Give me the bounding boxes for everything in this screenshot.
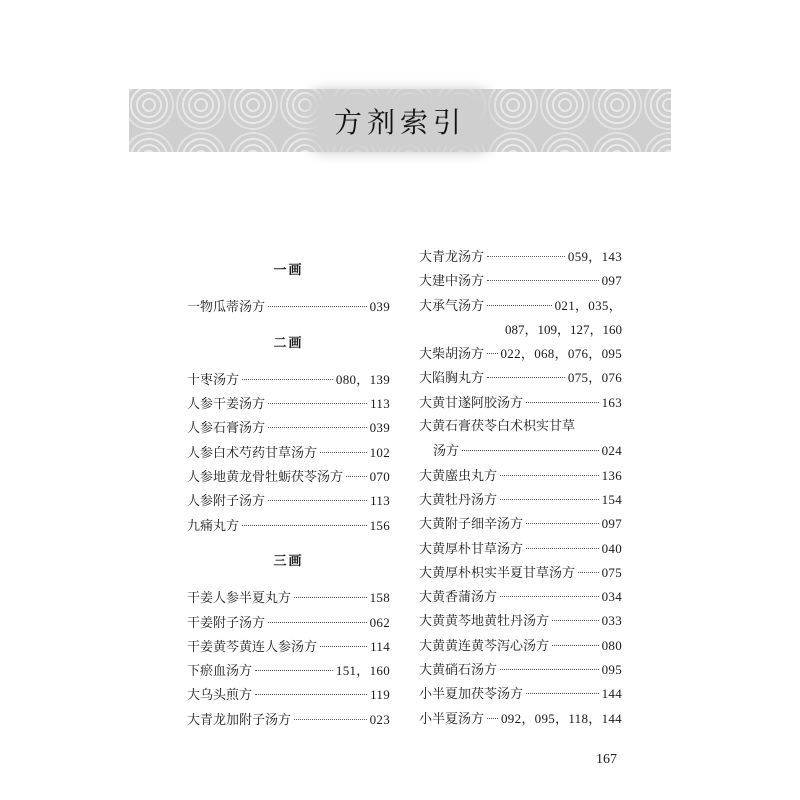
entry-pages: 059，143 <box>567 249 622 264</box>
entry-name: 九痛丸方 <box>187 518 240 534</box>
entry-pages-continuation: 087，109，127，160 <box>504 321 622 337</box>
index-entry <box>419 245 622 269</box>
index-entry <box>419 707 622 731</box>
entry-pages: 024 <box>601 443 622 459</box>
leader-dots <box>268 306 367 307</box>
leader-dots <box>294 719 367 720</box>
entry-pages: 113 <box>370 493 390 509</box>
entry-pages: 113 <box>370 396 390 412</box>
entry-pages: 021，035， <box>554 297 622 313</box>
page-title: 方剂索引 <box>320 99 480 143</box>
index-entry <box>187 708 390 732</box>
index-entry <box>419 537 622 561</box>
leader-dots <box>268 500 367 501</box>
entry-pages: 163 <box>601 394 622 410</box>
entry-pages: 144 <box>601 686 622 702</box>
leader-dots <box>500 669 599 670</box>
leader-dots <box>242 379 333 380</box>
index-entry <box>187 295 390 319</box>
entry-pages: 075 <box>601 564 622 580</box>
entry-name: 一物瓜蒂汤方 <box>187 300 266 316</box>
leader-dots <box>500 596 599 597</box>
leader-dots <box>320 646 367 647</box>
leader-dots <box>500 499 599 500</box>
entry-name: 大陷胸丸方 <box>419 371 485 387</box>
entry-pages: 097 <box>601 516 622 532</box>
entry-name: 干姜人参半夏丸方 <box>187 591 292 607</box>
leader-dots <box>268 403 367 404</box>
index-entry <box>187 683 390 707</box>
leader-dots <box>487 280 599 281</box>
index-entry <box>187 635 390 659</box>
index-column-left <box>187 259 390 732</box>
entry-name: 大柴胡汤方 <box>419 347 485 363</box>
entry-name: 大黄厚朴枳实半夏甘草汤方 <box>419 565 576 581</box>
entry-pages: 114 <box>370 638 390 654</box>
entry-pages: 070 <box>369 469 390 485</box>
entry-pages: 075，076 <box>567 370 622 386</box>
entry-name: 人参附子汤方 <box>187 494 266 510</box>
leader-dots <box>268 622 367 623</box>
entry-name: 干姜附子汤方 <box>187 615 266 631</box>
index-entry <box>419 488 622 512</box>
index-entry <box>419 682 622 706</box>
entry-pages: 022，068，076，095 <box>500 346 622 362</box>
entry-name: 大黄䗪虫丸方 <box>419 468 498 484</box>
index-entry <box>187 586 390 610</box>
leader-dots <box>526 523 599 524</box>
leader-dots <box>578 572 599 573</box>
entry-pages: 039 <box>369 420 390 436</box>
index-entry <box>419 415 622 439</box>
entry-name-continuation: 汤方 <box>433 444 460 460</box>
index-entry <box>419 342 622 366</box>
leader-dots <box>320 452 367 453</box>
entry-name: 大黄甘遂阿胶汤方 <box>419 395 524 411</box>
leader-dots <box>242 525 367 526</box>
leader-dots <box>487 256 565 257</box>
index-entry <box>419 391 622 415</box>
entry-name: 人参干姜汤方 <box>187 397 266 413</box>
index-entry-continuation <box>419 439 622 463</box>
index-entry <box>187 489 390 513</box>
index-entry <box>419 512 622 536</box>
index-entry <box>419 366 622 390</box>
entry-pages: 033 <box>601 613 622 629</box>
entry-pages: 158 <box>369 590 390 606</box>
index-entry <box>187 514 390 538</box>
leader-dots <box>487 353 497 354</box>
entry-pages: 023 <box>369 711 390 727</box>
entry-name: 人参白术芍药甘草汤方 <box>187 445 318 461</box>
section-heading: 一画 <box>273 263 304 278</box>
leader-dots <box>526 548 599 549</box>
entry-pages: 119 <box>370 687 390 703</box>
entry-name: 小半夏加茯苓汤方 <box>419 687 524 703</box>
entry-name: 大黄黄芩地黄牡丹汤方 <box>419 614 550 630</box>
index-entry <box>419 464 622 488</box>
leader-dots <box>526 402 599 403</box>
entry-pages: 040 <box>601 540 622 556</box>
index-entry <box>187 465 390 489</box>
index-entry <box>187 392 390 416</box>
leader-dots <box>487 305 552 306</box>
index-entry <box>419 294 622 318</box>
title-banner <box>129 89 671 152</box>
page-number: 167 <box>596 752 617 767</box>
section-heading: 三画 <box>273 553 304 569</box>
leader-dots <box>552 645 599 646</box>
entry-pages: 156 <box>369 517 390 533</box>
entry-name: 人参地黄龙骨牡蛎茯苓汤方 <box>187 470 344 486</box>
entry-name: 大黄牡丹汤方 <box>419 492 498 508</box>
entry-name: 大黄附子细辛汤方 <box>419 517 524 533</box>
index-entry <box>419 585 622 609</box>
entry-name: 下瘀血汤方 <box>187 664 253 680</box>
entry-name: 大承气汤方 <box>419 298 485 314</box>
entry-name: 大黄石膏茯苓白术枳实甘草 <box>419 419 576 435</box>
index-entry <box>419 561 622 585</box>
index-entry <box>419 658 622 682</box>
entry-name: 大建中汤方 <box>419 274 485 290</box>
entry-name: 小半夏汤方 <box>419 711 485 727</box>
leader-dots <box>462 450 599 451</box>
entry-name: 十枣汤方 <box>187 372 240 388</box>
entry-pages: 034 <box>601 589 622 605</box>
index-entry <box>187 659 390 683</box>
entry-pages: 097 <box>601 273 622 289</box>
leader-dots <box>526 693 599 694</box>
index-entry <box>187 368 390 392</box>
index-entry <box>187 611 390 635</box>
entry-name: 大黄硝石汤方 <box>419 663 498 679</box>
entry-name: 大黄厚朴甘草汤方 <box>419 541 524 557</box>
index-entry <box>187 416 390 440</box>
index-entry <box>419 269 622 293</box>
entry-name: 大黄香蒲汤方 <box>419 590 498 606</box>
index-entry <box>187 441 390 465</box>
leader-dots <box>500 475 599 476</box>
leader-dots <box>294 597 367 598</box>
entry-pages: 151，160 <box>335 663 390 679</box>
entry-name: 大黄黄连黄芩泻心汤方 <box>419 638 550 654</box>
entry-pages: 136 <box>601 467 622 483</box>
entry-pages: 154 <box>601 491 622 507</box>
entry-pages: 080，139 <box>335 371 390 387</box>
leader-dots <box>346 476 367 477</box>
entry-name: 干姜黄芩黄连人参汤方 <box>187 639 318 655</box>
entry-pages: 095 <box>601 662 622 678</box>
section-heading: 二画 <box>273 335 304 351</box>
index-entry <box>419 634 622 658</box>
entry-name: 大青龙加附子汤方 <box>187 712 292 728</box>
leader-dots <box>487 718 498 719</box>
index-column-right <box>419 245 622 731</box>
leader-dots <box>487 377 565 378</box>
entry-pages: 092，095，118，144 <box>500 710 622 726</box>
leader-dots <box>255 694 367 695</box>
entry-name: 大乌头煎方 <box>187 688 253 704</box>
entry-name: 大青龙汤方 <box>419 250 485 265</box>
entry-pages: 102 <box>369 444 390 460</box>
index-entry <box>419 609 622 633</box>
leader-dots <box>255 670 333 671</box>
entry-name: 人参石膏汤方 <box>187 421 266 437</box>
entry-pages: 080 <box>601 637 622 653</box>
entry-pages: 062 <box>369 614 390 630</box>
entry-pages: 039 <box>369 299 390 315</box>
leader-dots <box>552 620 599 621</box>
leader-dots <box>268 427 367 428</box>
